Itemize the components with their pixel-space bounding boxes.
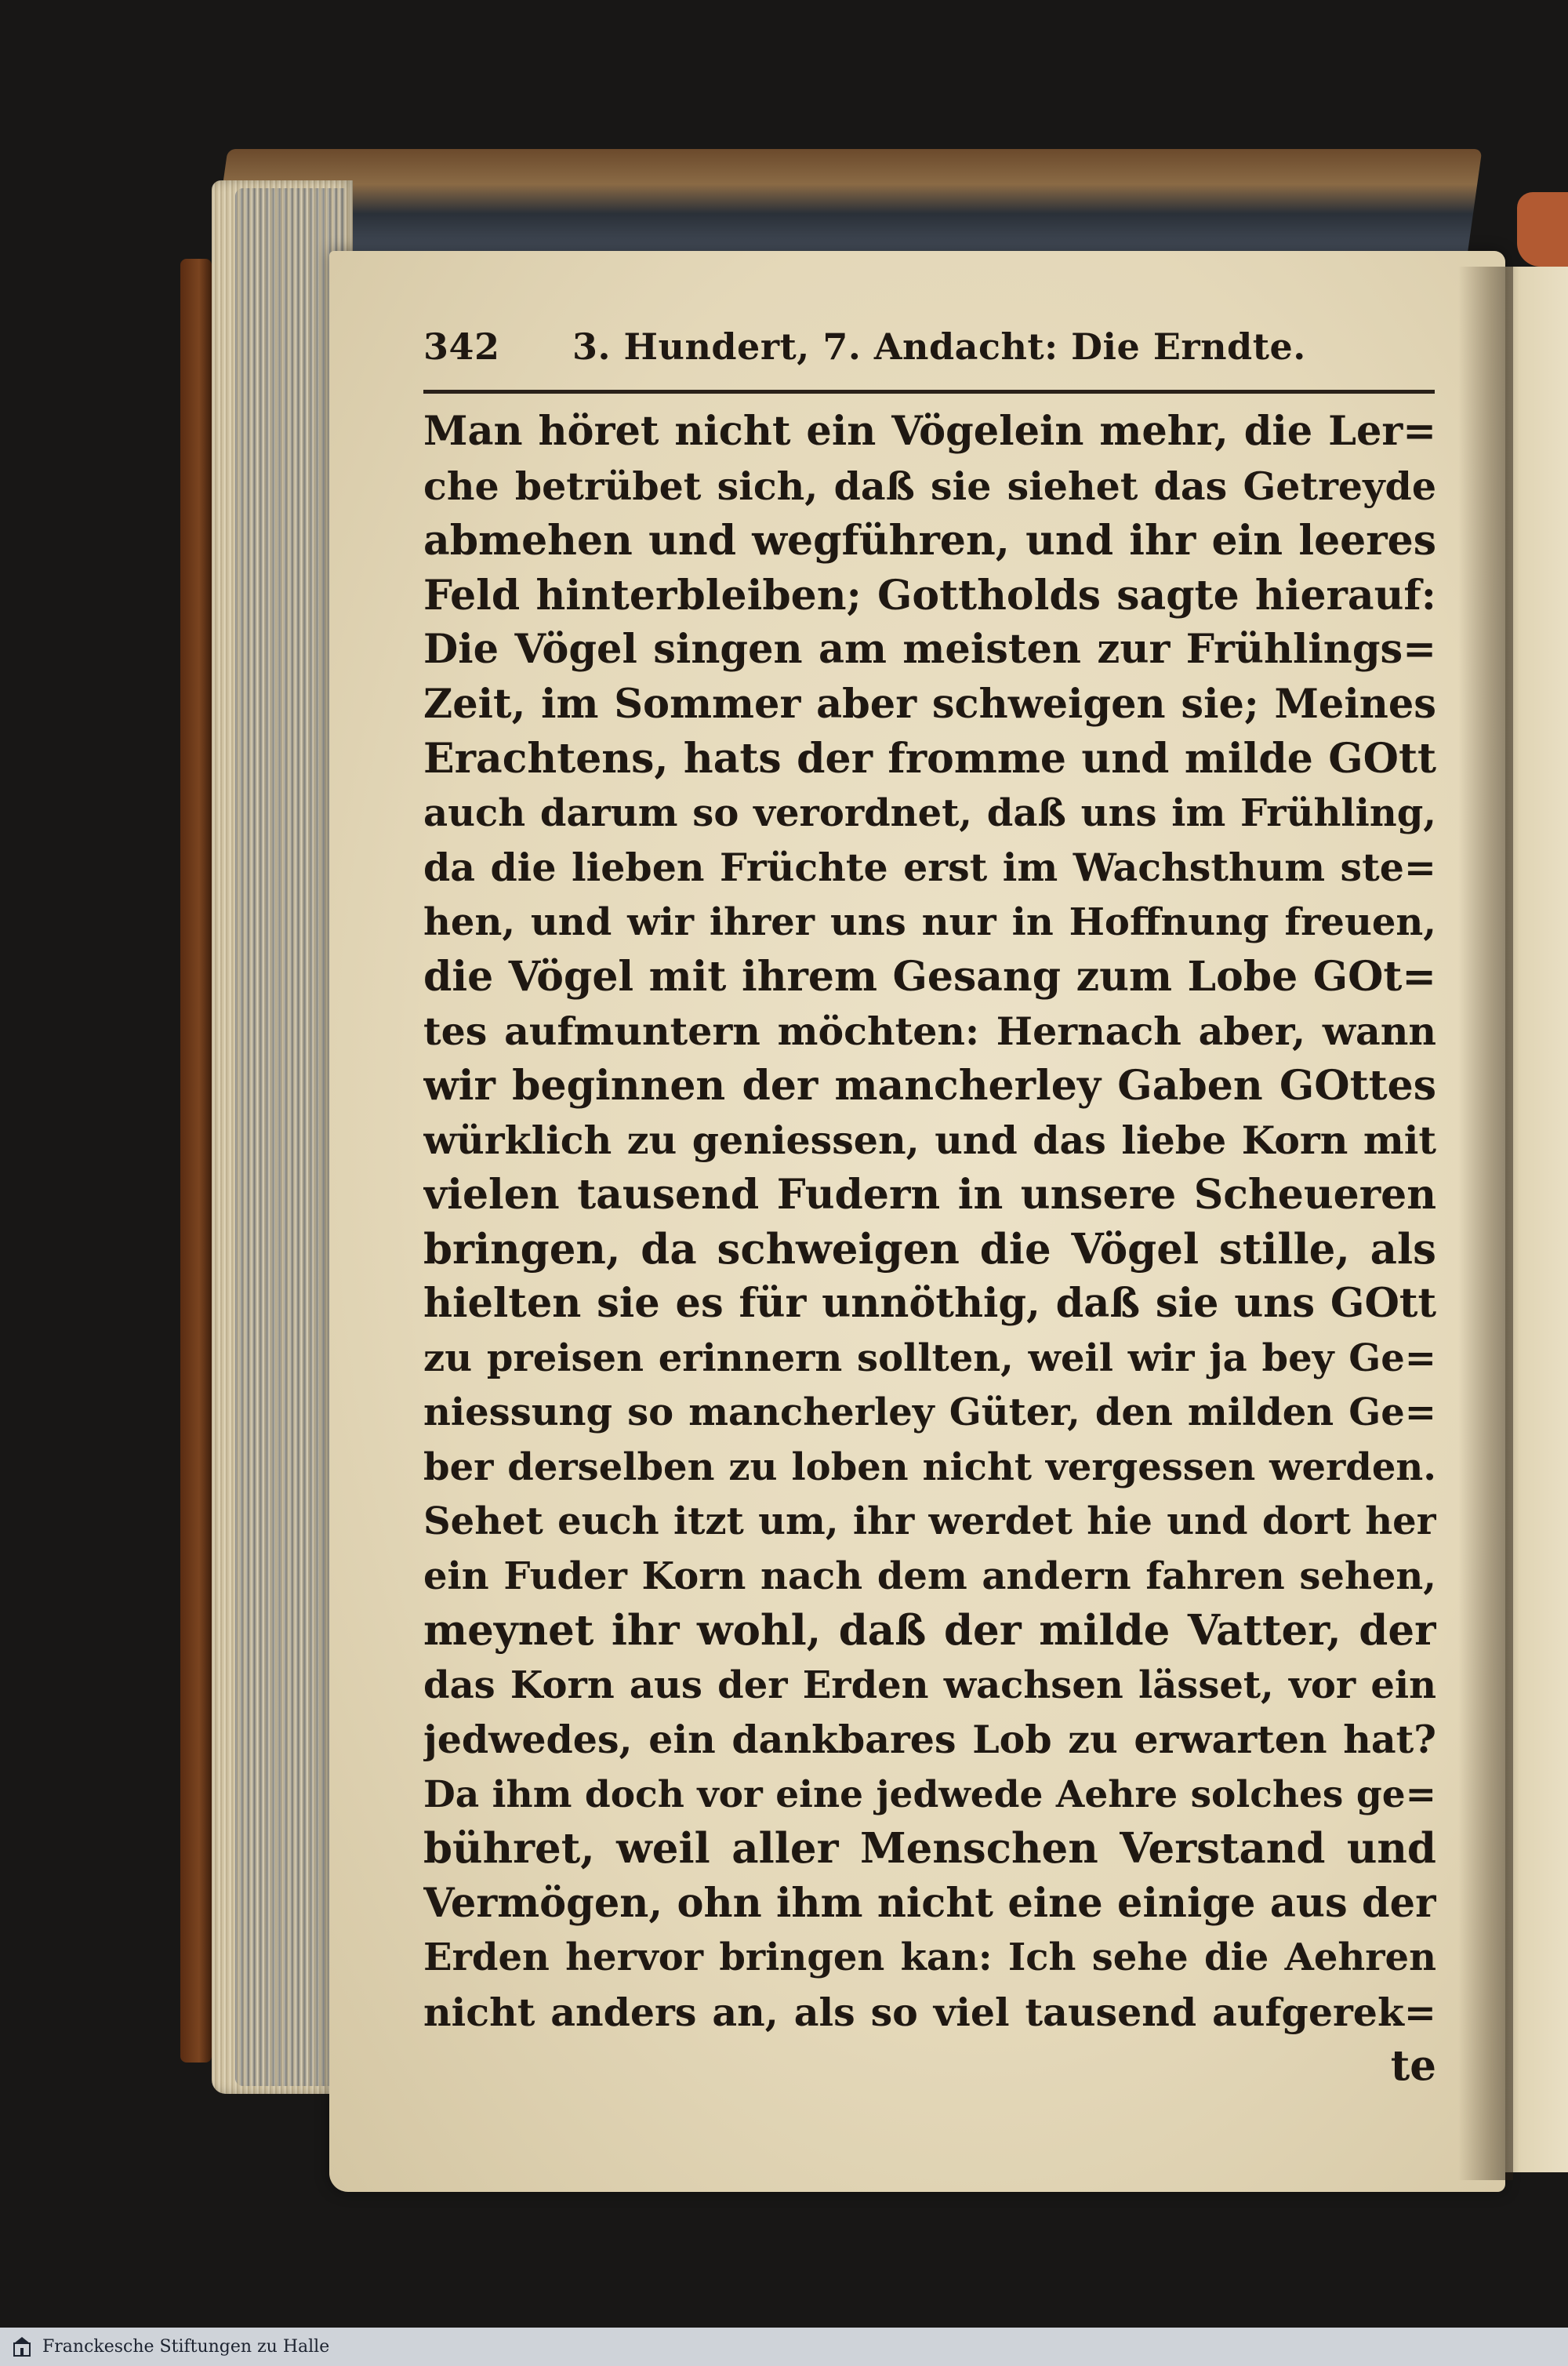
catchword: te — [1390, 2041, 1436, 2090]
text-line: Zeit, im Sommer aber schweigen sie; Meines — [423, 680, 1436, 728]
book-top-edge — [211, 149, 1482, 267]
text-line: zu preisen erinnern sollten, weil wir ja bey Ge= — [423, 1336, 1436, 1380]
text-line: ber derselben zu loben nicht vergessen werden. — [423, 1445, 1436, 1489]
text-line: auch darum so verordnet, daß uns im Frühling, — [423, 790, 1436, 835]
text-line: das Korn aus der Erden wachsen lässet, vor ein — [423, 1663, 1436, 1707]
text-line: hielten sie es für unnöthig, daß sie uns GOtt — [423, 1280, 1436, 1327]
body-text — [423, 405, 1443, 2040]
page-edge-stain — [235, 188, 345, 2086]
leather-corner — [1517, 192, 1568, 267]
text-line: abmehen und wegführen, und ihr ein leeres — [423, 517, 1436, 565]
text-line: nicht anders an, als so viel tausend aufgerek= — [423, 1989, 1436, 2035]
text-line: Feld hinterbleiben; Gottholds sagte hierauf: — [423, 571, 1436, 620]
book-spine — [180, 259, 212, 2063]
page-text-block — [423, 325, 1443, 2092]
text-line: che betrübet sich, daß sie siehet das Getreyde — [423, 463, 1436, 509]
text-line: Erachtens, hats der fromme und milde GOtt — [423, 735, 1436, 783]
text-line: vielen tausend Fudern in unsere Scheueren — [423, 1171, 1436, 1219]
text-line: die Vögel mit ihrem Gesang zum Lobe GOt= — [423, 953, 1436, 1001]
gutter-shadow — [1458, 267, 1513, 2180]
text-line: niessung so mancherley Güter, den milden Ge= — [423, 1390, 1436, 1434]
text-line: jedwedes, ein dankbares Lob zu erwarten hat? — [423, 1717, 1436, 1762]
text-line: Erden hervor bringen kan: Ich sehe die Aehren — [423, 1935, 1436, 1979]
running-head — [423, 325, 1443, 382]
text-line: würklich zu geniessen, und das liebe Korn mit — [423, 1117, 1436, 1163]
page-number: 342 — [423, 325, 500, 368]
text-line: wir beginnen der mancherley Gaben GOttes — [423, 1062, 1436, 1110]
foundation-logo-icon — [11, 2334, 33, 2361]
text-line: Da ihm doch vor eine jedwede Aehre solches ge= — [423, 1772, 1436, 1816]
running-head-title: 3. Hundert, 7. Andacht: Die Erndte. — [572, 325, 1306, 368]
text-line: hen, und wir ihrer uns nur in Hoffnung freuen, — [423, 900, 1436, 944]
footer-credit: Franckesche Stiftungen zu Halle — [42, 2337, 330, 2357]
text-line: bühret, weil aller Menschen Verstand und — [423, 1824, 1436, 1873]
text-line: tes aufmuntern möchten: Hernach aber, wann — [423, 1008, 1436, 1054]
head-rule — [423, 390, 1435, 394]
text-line: bringen, da schweigen die Vögel stille, als — [423, 1224, 1436, 1274]
text-line: meynet ihr wohl, daß der milde Vatter, der — [423, 1606, 1436, 1655]
text-line: da die lieben Früchte erst im Wachsthum ste= — [423, 845, 1436, 890]
text-line: Die Vögel singen am meisten zur Frühlings= — [423, 626, 1436, 673]
text-line: Man höret nicht ein Vögelein mehr, die Ler= — [423, 408, 1436, 455]
footer-bar — [0, 2328, 1568, 2366]
text-line: Sehet euch itzt um, ihr werdet hie und dort her — [423, 1499, 1436, 1543]
text-line: Vermögen, ohn ihm nicht eine einige aus der — [423, 1879, 1436, 1927]
text-line: ein Fuder Korn nach dem andern fahren sehen, — [423, 1554, 1436, 1598]
